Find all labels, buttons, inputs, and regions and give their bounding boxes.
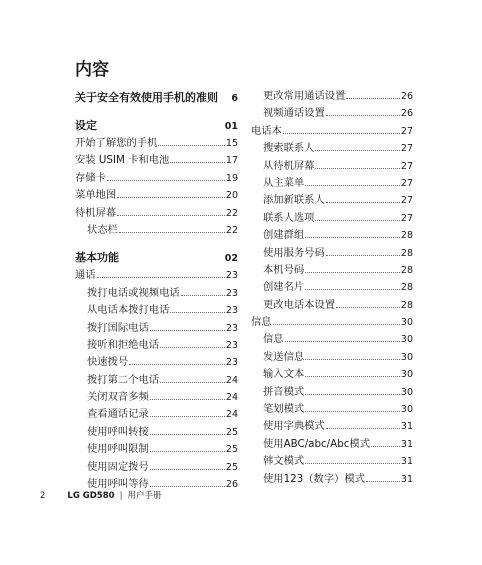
toc-entry-title: 使用呼叫转接	[87, 425, 149, 438]
toc-entry-title: 信息	[251, 316, 272, 329]
toc-entry-title: 状态栏	[87, 223, 118, 236]
toc-entry-title: 拨打国际电话	[87, 321, 149, 334]
toc-entry-title: 韩文模式	[263, 455, 305, 468]
toc-entry[interactable]	[251, 192, 413, 209]
toc-dot-leader	[371, 446, 400, 447]
toc-entry-title: 创建名片	[263, 281, 305, 294]
toc-page-number: 23	[225, 270, 238, 282]
toc-page-number: 28	[400, 230, 413, 242]
toc-dot-leader	[305, 463, 400, 464]
toc-dot-leader	[305, 237, 400, 238]
toc-dot-leader	[326, 428, 400, 429]
toc-page-number: 30	[400, 369, 413, 381]
toc-dot-leader	[366, 481, 400, 482]
toc-page-number: 27	[400, 125, 413, 137]
toc-entry[interactable]	[75, 152, 238, 169]
toc-entry-title: 拨打电话或视频电话	[87, 286, 180, 299]
toc-entry-title: 本机号码	[263, 263, 305, 276]
toc-right-column	[251, 88, 413, 488]
toc-dot-leader	[170, 312, 225, 313]
toc-page-number: 23	[225, 339, 238, 351]
toc-entry-title: 更改常用通话设置	[263, 90, 346, 102]
toc-entry-title: 笔划模式	[263, 403, 305, 416]
toc-page-number: 30	[400, 317, 413, 329]
toc-dot-leader	[315, 168, 399, 169]
toc-page-number: 25	[225, 461, 238, 473]
toc-entry[interactable]	[75, 302, 238, 319]
toc-entry-title: 联系人选项	[263, 211, 315, 224]
toc-page-number: 23	[225, 287, 238, 299]
toc-entry[interactable]	[75, 170, 238, 187]
toc-dot-leader	[107, 180, 225, 181]
page-footer	[40, 489, 161, 501]
toc-entry-title: 拨打第二个电话	[87, 373, 160, 386]
toc-entry[interactable]	[251, 401, 413, 418]
toc-entry[interactable]	[251, 227, 413, 244]
toc-entry[interactable]	[251, 105, 413, 122]
toc-dot-leader	[336, 307, 400, 308]
toc-entry-title: 输入文本	[263, 368, 305, 381]
toc-entry[interactable]	[75, 406, 238, 423]
toc-dot-leader	[283, 133, 400, 134]
toc-entry-title: 视频通话设置	[263, 107, 325, 120]
toc-entry[interactable]	[251, 123, 413, 140]
footer-page-number: 2	[40, 491, 46, 501]
toc-entry[interactable]	[75, 285, 238, 302]
toc-left-column	[75, 88, 238, 493]
toc-page-number: 24	[225, 374, 238, 386]
toc-section-heading[interactable]	[75, 88, 238, 107]
toc-page-number: 28	[400, 264, 413, 276]
toc-page-number: 02	[224, 253, 238, 265]
toc-entry[interactable]	[251, 349, 413, 366]
toc-entry-title: 创建群组	[263, 229, 305, 242]
toc-entry-title: 发送信息	[263, 350, 305, 363]
toc-dot-leader	[150, 486, 225, 487]
toc-dot-leader	[117, 197, 225, 198]
footer-manual-label: 用户手册	[127, 491, 162, 501]
toc-entry-title: 查看通话记录	[87, 408, 149, 421]
toc-dot-leader	[305, 289, 400, 290]
toc-entry-title: 使用ABC/abc/Abc模式	[263, 437, 370, 450]
toc-entry[interactable]	[251, 331, 413, 348]
toc-page-number: 27	[400, 160, 413, 172]
toc-page-number: 27	[400, 177, 413, 189]
toc-entry-title: 从电话本拨打电话	[87, 304, 170, 317]
toc-entry[interactable]	[251, 140, 413, 157]
toc-page-number: 28	[400, 282, 413, 294]
toc-entry[interactable]	[251, 471, 413, 488]
toc-entry[interactable]	[75, 441, 238, 458]
toc-page-number: 30	[400, 404, 413, 416]
toc-entry[interactable]	[75, 354, 238, 371]
toc-dot-leader	[150, 451, 225, 452]
toc-entry-title: 信息	[263, 333, 284, 346]
toc-page-number: 25	[225, 426, 238, 438]
toc-entry-title: 待机屏幕	[75, 206, 117, 219]
toc-page-number: 26	[225, 479, 238, 491]
toc-page-number: 31	[400, 438, 413, 450]
toc-page-number: 26	[400, 108, 413, 120]
toc-entry-title: 使用服务号码	[263, 246, 325, 259]
toc-dot-leader	[150, 416, 225, 417]
page-title: 内容	[75, 60, 109, 80]
toc-entry[interactable]	[251, 297, 413, 314]
toc-page-number: 28	[400, 247, 413, 259]
toc-entry[interactable]	[75, 320, 238, 337]
footer-separator: |	[119, 491, 123, 501]
toc-entry[interactable]	[75, 205, 238, 222]
toc-entry-title: 通话	[75, 269, 96, 282]
toc-entry-title: 关于安全有效使用手机的准则	[75, 91, 218, 104]
toc-page-number: 23	[225, 322, 238, 334]
toc-dot-leader	[97, 277, 225, 278]
toc-entry-title: 使用呼叫等待	[87, 478, 149, 491]
toc-page-number: 01	[224, 121, 238, 132]
toc-dot-leader	[305, 185, 400, 186]
toc-entry[interactable]	[75, 459, 238, 476]
toc-page-number: 24	[225, 409, 238, 421]
toc-dot-leader	[326, 255, 400, 256]
toc-entry-title: 设定	[75, 119, 97, 132]
toc-entry-title: 接听和拒绝电话	[87, 338, 160, 351]
toc-entry-title: 拼音模式	[263, 385, 305, 398]
toc-entry[interactable]	[251, 366, 413, 383]
toc-dot-leader	[117, 215, 225, 216]
toc-page-number: 23	[225, 305, 238, 317]
toc-dot-leader	[119, 232, 225, 233]
toc-dot-leader	[150, 434, 225, 435]
toc-entry-title: 开始了解您的手机	[75, 137, 158, 149]
toc-entry-title: 搜索联系人	[263, 142, 315, 155]
toc-entry[interactable]	[75, 267, 238, 284]
toc-entry[interactable]	[75, 187, 238, 204]
toc-dot-leader	[273, 324, 400, 325]
toc-dot-leader	[315, 220, 399, 221]
toc-dot-leader	[305, 394, 400, 395]
toc-entry-title: 存储卡	[75, 171, 106, 184]
toc-page-number: 15	[225, 138, 238, 149]
toc-entry[interactable]	[251, 314, 413, 331]
toc-page-number: 30	[400, 334, 413, 346]
toc-entry-title: 更改电话本设置	[263, 298, 336, 311]
toc-entry[interactable]	[251, 453, 413, 470]
toc-dot-leader	[158, 145, 225, 146]
toc-dot-leader	[285, 341, 400, 342]
toc-entry[interactable]	[251, 175, 413, 192]
toc-entry-title: 安装 USIM 卡和电池	[75, 154, 170, 167]
toc-entry[interactable]	[251, 245, 413, 262]
toc-page-number: 26	[400, 91, 413, 102]
toc-entry-title: 快速拨号	[87, 356, 129, 369]
toc-dot-leader	[150, 330, 225, 331]
toc-dot-leader	[160, 382, 225, 383]
toc-page-number: 30	[400, 351, 413, 363]
toc-entry-title: 基本功能	[75, 251, 119, 265]
toc-entry[interactable]	[75, 135, 238, 152]
toc-dot-leader	[346, 98, 400, 99]
toc-page-number: 31	[400, 456, 413, 468]
footer-brand: LG GD580	[67, 491, 115, 501]
toc-entry-title: 使用字典模式	[263, 420, 325, 433]
toc-entry[interactable]	[251, 88, 413, 105]
toc-page-number: 31	[400, 473, 413, 485]
toc-page-number: 22	[225, 207, 238, 219]
toc-dot-leader	[326, 115, 400, 116]
toc-entry[interactable]	[75, 389, 238, 406]
toc-entry[interactable]	[75, 372, 238, 389]
toc-dot-leader	[181, 295, 225, 296]
toc-entry-title: 使用固定拨号	[87, 460, 149, 473]
toc-entry[interactable]	[75, 222, 238, 239]
toc-dot-leader	[150, 399, 225, 400]
toc-dot-leader	[315, 150, 399, 151]
toc-entry-title: 菜单地图	[75, 189, 117, 202]
toc-entry[interactable]	[75, 337, 238, 354]
toc-dot-leader	[305, 376, 400, 377]
toc-entry-title: 从待机屏幕	[263, 159, 315, 172]
toc-dot-leader	[305, 272, 400, 273]
toc-page-number: 20	[225, 190, 238, 202]
toc-page-number: 27	[400, 212, 413, 224]
toc-page-number: 30	[400, 386, 413, 398]
toc-page-number: 17	[225, 155, 238, 167]
toc-page-number: 28	[400, 299, 413, 311]
toc-entry[interactable]	[251, 279, 413, 296]
toc-page-number: 23	[225, 357, 238, 369]
toc-entry[interactable]	[251, 418, 413, 435]
toc-dot-leader	[326, 202, 400, 203]
toc-dot-leader	[129, 364, 225, 365]
toc-entry[interactable]	[251, 436, 413, 453]
toc-dot-leader	[305, 411, 400, 412]
toc-page-number: 24	[225, 392, 238, 404]
toc-dot-leader	[160, 347, 225, 348]
toc-page-number: 27	[400, 143, 413, 155]
toc-entry[interactable]	[251, 384, 413, 401]
toc-page-number: 6	[231, 93, 238, 104]
toc-entry[interactable]	[251, 262, 413, 279]
toc-page-number: 31	[400, 421, 413, 433]
toc-entry[interactable]	[75, 424, 238, 441]
toc-entry-title: 添加新联系人	[263, 194, 325, 207]
toc-entry-title: 使用呼叫限制	[87, 443, 149, 456]
toc-page-number: 27	[400, 195, 413, 207]
toc-entry-title: 从主菜单	[263, 176, 305, 189]
toc-entry[interactable]	[251, 158, 413, 175]
toc-entry-title: 关闭双音多频	[87, 391, 149, 404]
toc-section-heading[interactable]	[75, 116, 238, 135]
toc-entry-title: 电话本	[251, 124, 282, 137]
toc-dot-leader	[170, 162, 225, 163]
toc-section-heading[interactable]	[75, 248, 238, 267]
toc-entry[interactable]	[251, 210, 413, 227]
toc-page-number: 22	[225, 224, 238, 236]
toc-dot-leader	[150, 469, 225, 470]
toc-dot-leader	[305, 359, 400, 360]
toc-page-number: 19	[225, 172, 238, 184]
toc-entry-title: 使用123（数字）模式	[263, 472, 366, 485]
toc-page-number: 25	[225, 444, 238, 456]
